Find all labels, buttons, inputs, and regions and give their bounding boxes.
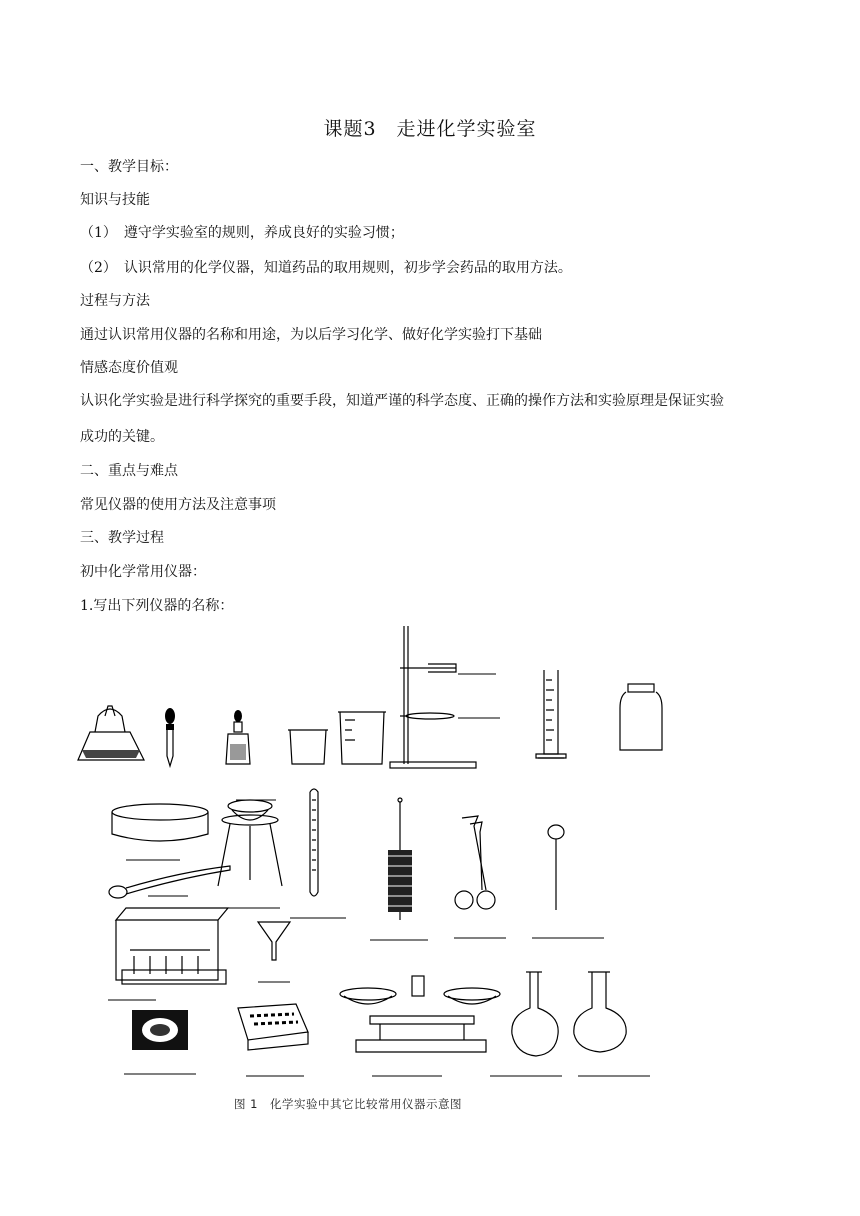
attitude-values-text-line2: 成功的关键。 bbox=[80, 429, 164, 445]
round-bottom-flask-icon bbox=[490, 972, 562, 1076]
test-tube-brush-icon bbox=[370, 798, 428, 940]
alcohol-lamp-icon bbox=[78, 706, 144, 760]
small-beaker-icon bbox=[288, 730, 328, 764]
instrument-figure bbox=[60, 620, 700, 1090]
iron-stand-icon bbox=[390, 626, 500, 768]
section-heading-process: 三、教学过程 bbox=[80, 530, 164, 546]
figure-caption: 图 1 化学实验中其它比较常用仪器示意图 bbox=[234, 1097, 462, 1111]
flat-bottom-flask-icon bbox=[574, 972, 650, 1076]
section-heading-objectives: 一、教学目标： bbox=[80, 159, 178, 175]
beaker-icon bbox=[338, 712, 386, 764]
balance-scale-icon bbox=[340, 976, 500, 1076]
spot-plate-icon bbox=[238, 1004, 308, 1076]
reagent-bottle-icon bbox=[620, 684, 662, 750]
medicine-spoon-icon bbox=[109, 866, 230, 898]
process-method-text: 通过认识常用仪器的名称和用途，为以后学习化学、做好化学实验打下基础 bbox=[80, 327, 542, 343]
subheading-knowledge-skills: 知识与技能 bbox=[80, 192, 150, 208]
subheading-process-method: 过程与方法 bbox=[80, 293, 150, 309]
page-title: 课题3 走进化学实验室 bbox=[323, 118, 537, 140]
filter-paper-icon bbox=[124, 1010, 196, 1074]
attitude-values-text-line1: 认识化学实验是进行科学探究的重要手段，知道严谨的科学态度、正确的操作方法和实验原理是保证实验 bbox=[80, 393, 724, 409]
combustion-spoon-icon bbox=[532, 825, 604, 938]
graduated-cylinder-icon bbox=[536, 670, 566, 758]
funnel-icon bbox=[258, 922, 290, 982]
evaporating-dish-icon bbox=[112, 804, 208, 860]
section-heading-key-points: 二、重点与难点 bbox=[80, 463, 178, 479]
dropper-icon bbox=[165, 708, 175, 766]
test-tube-rack-icon bbox=[108, 908, 228, 1000]
crucible-tongs-icon bbox=[454, 816, 506, 938]
subheading-attitude-values: 情感态度价值观 bbox=[80, 360, 178, 376]
objective-item-1: （1） 遵守学实验室的规则，养成良好的实验习惯； bbox=[80, 225, 404, 241]
objective-item-2: （2） 认识常用的化学仪器，知道药品的取用规则，初步学会药品的取用方法。 bbox=[80, 260, 572, 276]
thermometer-icon bbox=[290, 789, 346, 918]
dropper-bottle-icon bbox=[226, 710, 250, 764]
tripod-with-dish-icon bbox=[218, 800, 282, 908]
common-instruments-heading: 初中化学常用仪器： bbox=[80, 564, 206, 580]
key-points-text: 常见仪器的使用方法及注意事项 bbox=[80, 497, 276, 513]
question-1: 1.写出下列仪器的名称： bbox=[80, 598, 234, 614]
